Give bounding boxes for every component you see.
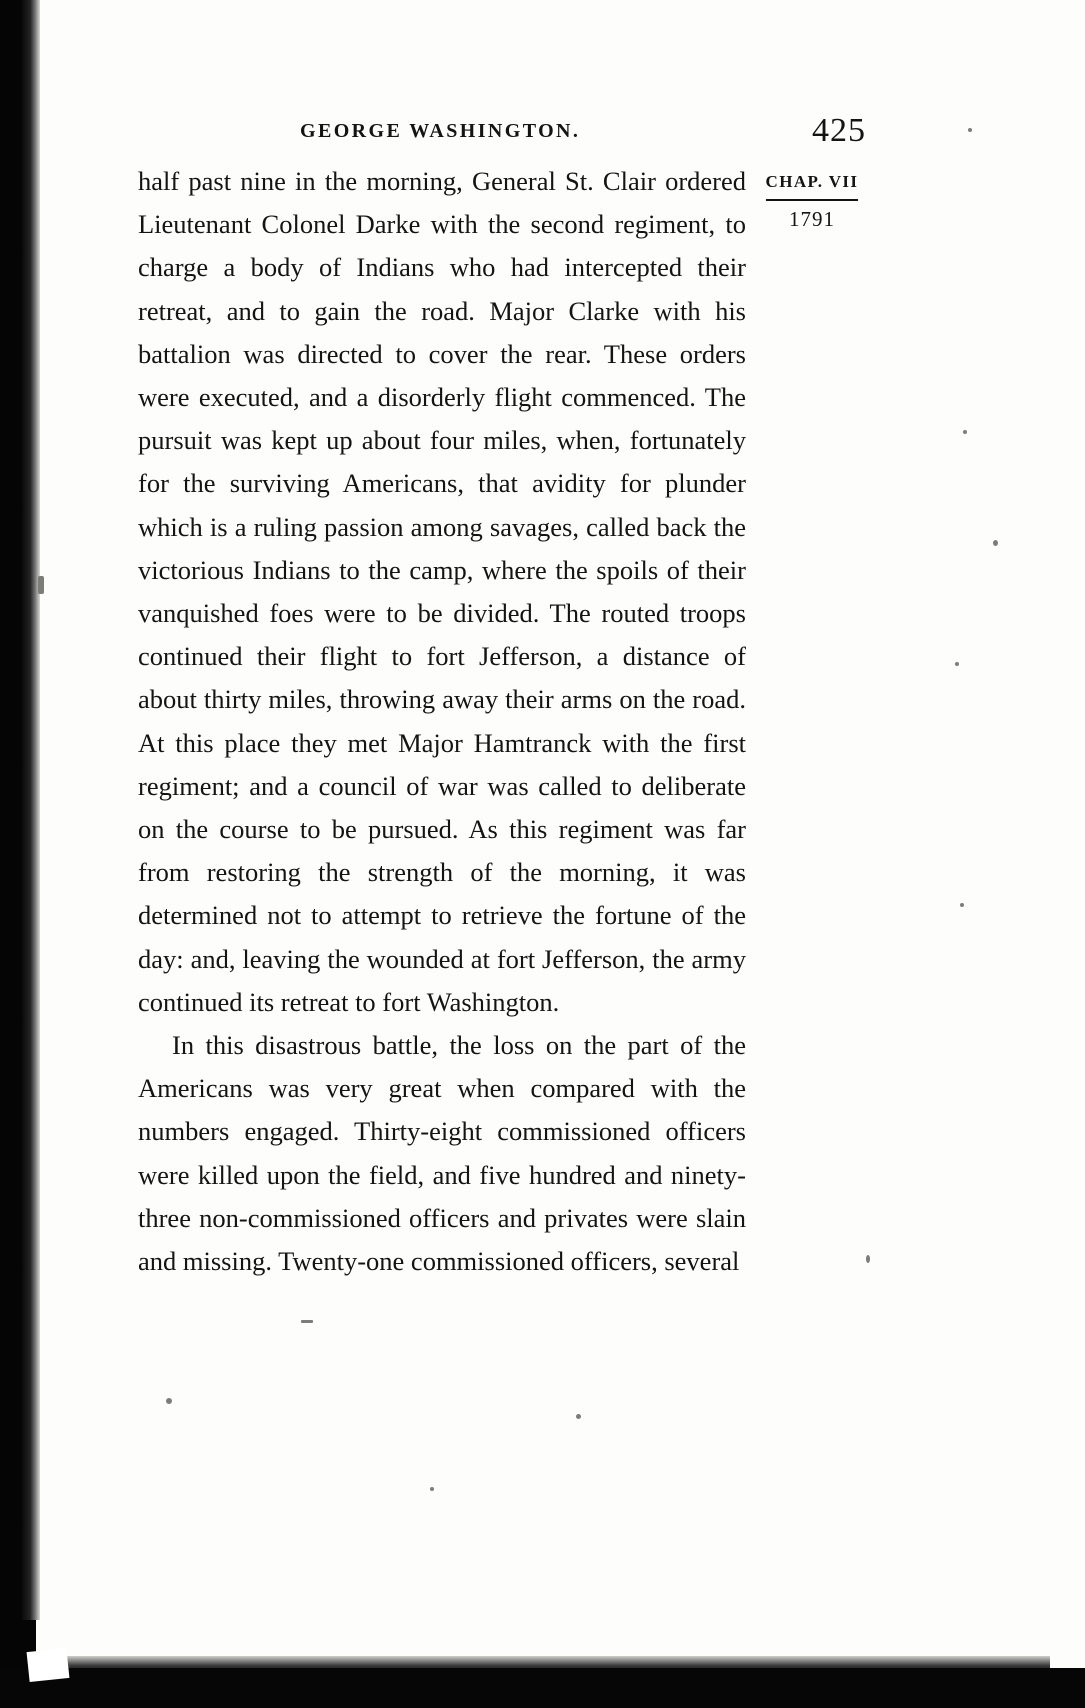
marginal-chapter-label: CHAP. VII [765,172,859,191]
page-speck [430,1487,434,1491]
page-speck [866,1255,870,1263]
page-speck [960,903,964,907]
marginal-note [757,172,867,232]
page-speck [301,1320,313,1323]
scan-edge-left [0,0,36,1708]
page-speck [968,128,972,132]
marginal-year: 1791 [789,207,835,231]
body-text-column [138,160,746,1283]
scan-corner-notch [27,1648,70,1682]
page-speck [576,1414,581,1419]
marginal-rule [766,199,858,201]
page-speck [166,1398,172,1404]
scan-edge-bottom [0,1668,1085,1708]
page-speck [955,662,959,666]
page-speck [993,540,998,546]
scan-edge-gradient [22,0,40,1620]
paragraph: half past nine in the morning, General St. Clair ordered Lieutenant Colonel Darke with the second regiment, to charge a body of Indians who had intercepted their retreat, and to gain the road. Major Clarke with his battalion was directed to cover the rear. These orders were executed, and a disorderly flight commenced. The pursuit was kept up about four miles, when, fortunately for the surviving Americans, that avidity for plunder which is a ruling passion among savages, called back the victorious Indians to the camp, where the spoils of their vanquished foes were to be divided. The routed troops continued their flight to fort Jefferson, a distance of about thirty miles, throwing away their arms on the road. At this place they met Major Hamtranck with the first regiment; and a council of war was called to deliberate on the course to be pursued. As this regiment was far from restoring the strength of the morning, it was determined not to attempt to retrieve the fortune of the day: and, leaving the wounded at fort Jefferson, the army continued its retreat to fort Washington. [138,166,746,1017]
page-speck [38,576,44,594]
paragraph: In this disastrous battle, the loss on the part of the Americans was very great when compared with the numbers engaged. Thirty-eight commissioned officers were killed upon the field, and five hundred and ninety-three non-commissioned officers and privates were slain and missing. Twenty-one commissioned officers, several [138,1030,746,1277]
page-number: 425 [812,112,866,149]
page-speck [963,430,967,434]
running-head: GEORGE WASHINGTON. [300,120,581,142]
